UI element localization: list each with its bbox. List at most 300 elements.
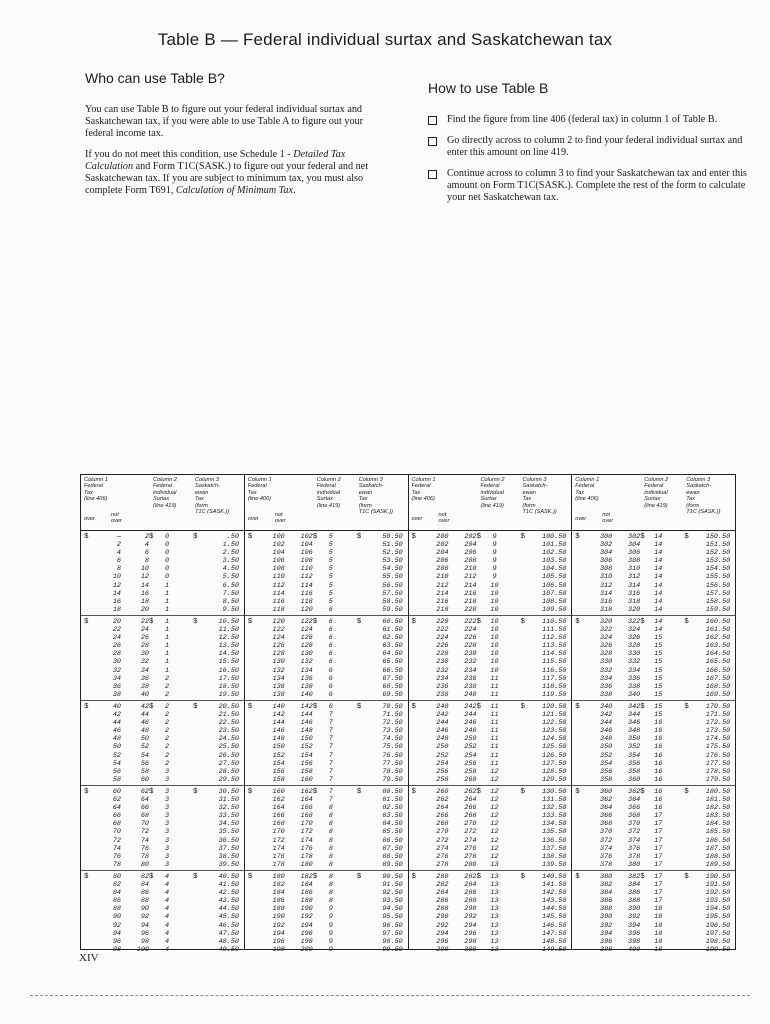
cell-sask-tax: 171.50 [705,711,731,720]
table-row [245,711,408,719]
table-row-group [409,786,572,871]
cell-surtax: 15 [654,682,663,691]
table-row [409,760,572,768]
cell-over: 232 [436,666,449,675]
cell-not-over: 98 [140,937,149,946]
cell-not-over: 332 [628,658,641,667]
cell-surtax: 7 [328,727,333,736]
cell-not-over: 70 [140,820,149,829]
cell-sask-tax: 105.50 [542,573,567,582]
cell-not-over: 224 [464,626,477,635]
table-row [409,573,572,581]
cell-sask-tax: 27.50 [218,759,239,768]
cell-not-over: 124 [300,626,313,635]
cell-not-over: 144 [300,711,313,720]
cell-over: 302 [600,541,613,550]
cell-surtax: 9 [328,929,333,938]
cell-surtax: 2 [164,690,170,699]
cell-sask-tax: 119.50 [542,690,567,699]
cell-surtax: 18 [654,921,663,930]
cell-surtax: 17 [654,860,663,869]
cell-not-over: 250 [464,735,477,744]
table-row [409,853,572,861]
cell-not-over: 94 [140,921,149,930]
cell-surtax: 12 [490,852,499,861]
cell-over: 98 [112,945,121,954]
cell-surtax: 3 [164,828,170,837]
cell-over: 82 [112,881,121,890]
cell-over: 44 [112,719,121,728]
cell-sask-tax: 13.50 [218,642,239,651]
table-row [245,905,408,913]
dollar-sign: $ [575,873,580,881]
table-row [409,557,572,565]
cell-over: 342 [600,711,613,720]
dollar-sign: $ [411,788,417,796]
over-header: over [247,516,259,522]
cell-over: 90 [112,913,121,922]
table-row [409,828,572,836]
cell-surtax: 0 [164,533,170,541]
cell-over: 126 [272,642,285,651]
cell-not-over: 64 [140,796,149,805]
cell-surtax: 11 [490,719,499,728]
checkbox-icon[interactable] [428,170,437,179]
cell-not-over: 230 [464,650,477,659]
cell-surtax: 16 [654,727,663,736]
table-row [245,533,408,541]
cell-surtax: 18 [654,929,663,938]
table-row [245,946,408,954]
cell-surtax: 2 [164,743,170,752]
cell-not-over: 340 [628,690,641,699]
cell-sask-tax: 98.50 [382,937,403,946]
table-row [409,703,572,711]
cell-sask-tax: 90.50 [382,873,403,881]
cell-not-over: 74 [140,836,149,845]
table-row [245,828,408,836]
table-row [81,760,244,768]
cell-over: 64 [112,804,121,813]
cell-sask-tax: 118.50 [542,682,567,691]
table-row [81,626,244,634]
table-row [81,642,244,650]
cell-over: 242 [436,711,449,720]
dollar-sign: $ [312,618,318,626]
table-row [81,598,244,606]
cell-not-over: 370 [628,820,641,829]
cell-sask-tax: 116.50 [542,666,567,675]
cell-over: 236 [436,682,449,691]
cell-not-over: 222 [464,618,477,626]
cell-not-over: 238 [464,682,477,691]
cell-surtax: 8 [328,820,333,829]
cell-surtax: 11 [490,727,499,736]
cell-sask-tax: 113.50 [542,642,567,651]
cell-sask-tax: 14.50 [218,650,239,659]
cell-surtax: 11 [490,682,499,691]
cell-sask-tax: 53.50 [382,557,403,566]
table-row [409,533,572,541]
cell-over: 244 [436,719,449,728]
cell-surtax: 17 [654,889,663,898]
cell-not-over: 348 [628,727,641,736]
cell-sask-tax: 106.50 [542,581,567,590]
table-row [409,804,572,812]
dollar-sign: $ [312,788,318,796]
table-panel-header [572,475,735,531]
cell-over: 382 [600,881,613,890]
cell-sask-tax: 133.50 [542,812,567,821]
cell-not-over: 296 [464,929,477,938]
cell-over: 58 [112,775,121,784]
cell-sask-tax: 144.50 [542,905,567,914]
cell-sask-tax: 160.50 [705,618,731,626]
table-row [245,727,408,735]
table-panel-3 [409,475,573,954]
cell-over: 310 [600,573,613,582]
cell-surtax: 14 [654,618,663,626]
cell-not-over: 236 [464,674,477,683]
table-row [245,683,408,691]
cell-sask-tax: 77.50 [382,759,403,768]
cell-surtax: 5 [328,533,333,541]
cell-over: 336 [600,682,613,691]
dollar-sign: $ [149,873,154,881]
cell-not-over: 244 [464,711,477,720]
cell-not-over: 240 [464,690,477,699]
checkbox-icon[interactable] [428,137,437,146]
cell-over: 4 [116,549,121,558]
cell-surtax: 15 [654,711,663,720]
table-row [409,675,572,683]
dollar-sign: $ [684,873,689,881]
table-row [572,820,735,828]
cell-over: 230 [436,658,449,667]
cell-not-over: 364 [628,796,641,805]
cell-surtax: 17 [654,828,663,837]
cell-sask-tax: 64.50 [382,650,403,659]
who-heading: Who can use Table B? [85,70,225,86]
cell-surtax: 5 [328,549,333,558]
cell-sask-tax: 127.50 [542,759,567,768]
cell-surtax: 12 [490,820,499,829]
cell-over: 34 [112,674,121,683]
cell-surtax: 11 [490,711,499,720]
table-row [572,752,735,760]
table-panel-1 [81,475,245,954]
table-row [572,642,735,650]
table-row [572,913,735,921]
cell-not-over: 288 [464,897,477,906]
cell-surtax: 17 [654,873,663,881]
table-row [572,743,735,751]
cell-not-over: 112 [300,573,313,582]
cell-sask-tax: 161.50 [705,626,731,635]
dollar-sign: $ [356,618,362,626]
cell-surtax: 16 [654,796,663,805]
table-row [572,905,735,913]
cell-over: 350 [600,743,613,752]
cell-not-over: 44 [140,711,149,720]
cell-not-over: 132 [300,658,313,667]
cell-over: 70 [112,828,121,837]
cell-not-over: 32 [140,658,149,667]
cell-surtax: 1 [164,589,170,598]
cell-not-over: 168 [300,812,313,821]
table-row [409,897,572,905]
cell-surtax: 6 [328,703,333,711]
cell-sask-tax: 100.50 [542,533,567,541]
cell-over: 66 [112,812,121,821]
cell-not-over: 324 [628,626,641,635]
cell-surtax: 4 [164,905,170,914]
cell-over: 104 [272,549,285,558]
cell-surtax: 16 [654,719,663,728]
cell-not-over: 76 [140,844,149,853]
over-header: over [411,516,423,522]
dollar-sign: $ [476,788,482,796]
cell-sask-tax: 25.50 [218,743,239,752]
cell-surtax: 3 [164,812,170,821]
cell-sask-tax: 69.50 [382,690,403,699]
table-row [572,683,735,691]
table-row [81,776,244,784]
cell-not-over: 390 [628,905,641,914]
cell-over: 294 [436,929,449,938]
table-row [81,837,244,845]
table-row [81,788,244,796]
cell-not-over: 252 [464,743,477,752]
cell-not-over: 134 [300,666,313,675]
cell-over: 154 [272,759,285,768]
cell-over: 114 [272,589,285,598]
dollar-sign: $ [640,873,645,881]
cell-over: 378 [600,860,613,869]
table-row [245,861,408,869]
cell-not-over: 274 [464,836,477,845]
table-row [81,768,244,776]
cell-sask-tax: 37.50 [218,844,239,853]
table-row [245,541,408,549]
cell-over: 86 [112,897,121,906]
cell-sask-tax: 117.50 [542,674,567,683]
cell-sask-tax: 75.50 [382,743,403,752]
table-row [245,658,408,666]
cell-over: 190 [272,913,285,922]
dollar-sign: $ [520,873,526,881]
cell-not-over: 266 [464,804,477,813]
cell-over: 218 [436,605,449,614]
cell-surtax: 7 [328,767,333,776]
table-row [245,565,408,573]
table-row [409,598,572,606]
cell-sask-tax: 31.50 [218,796,239,805]
table-row-group [81,616,244,701]
cell-sask-tax: 58.50 [382,597,403,606]
cell-sask-tax: 36.50 [218,836,239,845]
cell-not-over: 12 [140,573,149,582]
cell-not-over: 6 [144,549,149,558]
cell-sask-tax: 24.50 [218,735,239,744]
cell-over: 42 [112,711,121,720]
cell-not-over: 16 [140,589,149,598]
cell-sask-tax: 190.50 [705,873,731,881]
cell-surtax: 14 [654,573,663,582]
cell-over: 162 [272,796,285,805]
checkbox-icon[interactable] [428,116,437,125]
column-1-header: Column 1 Federal Tax (line 406) [575,477,600,503]
cell-over: 56 [112,767,121,776]
cell-not-over: 360 [628,775,641,784]
how-heading: How to use Table B [428,80,549,96]
cell-not-over: 126 [300,634,313,643]
cell-sask-tax: 84.50 [382,820,403,829]
dollar-sign: $ [356,788,362,796]
cell-sask-tax: 101.50 [542,541,567,550]
cell-not-over: 362 [628,788,641,796]
cell-sask-tax: 50.50 [382,533,403,541]
cell-over: 108 [272,565,285,574]
table-row [409,938,572,946]
cell-surtax: 3 [164,767,170,776]
cell-sask-tax: 145.50 [542,913,567,922]
step-item [428,168,758,204]
cell-not-over: 52 [140,743,149,752]
cell-sask-tax: 87.50 [382,844,403,853]
cell-surtax: 6 [328,642,333,651]
cell-over: 68 [112,820,121,829]
cell-sask-tax: 97.50 [382,929,403,938]
cell-not-over: 62 [140,788,149,796]
table-row [572,727,735,735]
dollar-sign: $ [84,533,89,541]
cell-over: 226 [436,642,449,651]
cell-surtax: 13 [490,945,499,954]
cell-surtax: 2 [164,751,170,760]
cell-sask-tax: 38.50 [218,852,239,861]
cell-surtax: 16 [654,735,663,744]
cell-over: 258 [436,775,449,784]
cell-not-over: 256 [464,759,477,768]
cell-sask-tax: 128.50 [542,767,567,776]
cell-not-over: 68 [140,812,149,821]
cell-not-over: 2 [144,533,149,541]
cell-not-over: 164 [300,796,313,805]
table-row [409,606,572,614]
cell-sask-tax: 67.50 [382,674,403,683]
cell-surtax: 12 [490,836,499,845]
cell-not-over: 302 [628,533,641,541]
table-row [409,735,572,743]
table-row [409,837,572,845]
cell-sask-tax: 79.50 [382,775,403,784]
cell-over: 222 [436,626,449,635]
cell-surtax: 7 [328,743,333,752]
cell-sask-tax: 134.50 [542,820,567,829]
cell-not-over: 80 [140,860,149,869]
cell-over: 84 [112,889,121,898]
cell-sask-tax: 85.50 [382,828,403,837]
cell-not-over: 380 [628,860,641,869]
cell-over: 14 [112,589,121,598]
cell-sask-tax: 47.50 [218,929,239,938]
table-row-group [81,871,244,955]
table-row [245,881,408,889]
cell-over: 320 [600,618,613,626]
cell-not-over: 320 [628,605,641,614]
dollar-sign: $ [520,703,526,711]
cell-not-over: 392 [628,913,641,922]
table-row [572,768,735,776]
cell-sask-tax: 172.50 [705,719,731,728]
table-row [409,683,572,691]
cell-over: 262 [436,796,449,805]
cell-over: 130 [272,658,285,667]
cell-surtax: 14 [654,581,663,590]
cell-surtax: 5 [328,557,333,566]
cell-over: 52 [112,751,121,760]
table-row [572,861,735,869]
table-row [572,573,735,581]
cell-not-over: 150 [300,735,313,744]
cell-surtax: 6 [328,658,333,667]
cell-sask-tax: 56.50 [382,581,403,590]
dollar-sign: $ [476,618,482,626]
cell-over: 364 [600,804,613,813]
table-row [409,541,572,549]
cell-sask-tax: 51.50 [382,541,403,550]
cell-sask-tax: 163.50 [705,642,731,651]
dollar-sign: $ [247,533,253,541]
cell-sask-tax: 194.50 [705,905,731,914]
cell-surtax: 2 [164,719,170,728]
cell-sask-tax: 32.50 [218,804,239,813]
cell-surtax: 10 [490,589,499,598]
table-row [245,873,408,881]
table-row [81,752,244,760]
cell-over: 8 [116,565,121,574]
cell-over: 220 [436,618,449,626]
cell-over: 168 [272,820,285,829]
cell-sask-tax: 147.50 [542,929,567,938]
dollar-sign: $ [640,788,645,796]
cell-over: 2 [116,541,121,550]
dollar-sign: $ [312,533,318,541]
cell-surtax: 1 [164,597,170,606]
cell-surtax: 15 [654,666,663,675]
cell-not-over: 66 [140,804,149,813]
cell-surtax: 14 [654,557,663,566]
cell-not-over: 342 [628,703,641,711]
cell-surtax: 13 [490,905,499,914]
table-row-group [409,616,572,701]
cell-surtax: 9 [328,921,333,930]
table-row [572,845,735,853]
cell-over: 306 [600,557,613,566]
cell-surtax: 17 [654,836,663,845]
cell-not-over: 316 [628,589,641,598]
dollar-sign: $ [520,788,526,796]
cell-surtax: 9 [492,533,497,541]
cell-surtax: 8 [328,873,333,881]
table-row [245,788,408,796]
cell-not-over: 190 [300,905,313,914]
cell-over: 308 [600,565,613,574]
cell-surtax: 17 [654,881,663,890]
not-over-header: not over [111,512,122,525]
cell-surtax: 9 [492,541,497,550]
